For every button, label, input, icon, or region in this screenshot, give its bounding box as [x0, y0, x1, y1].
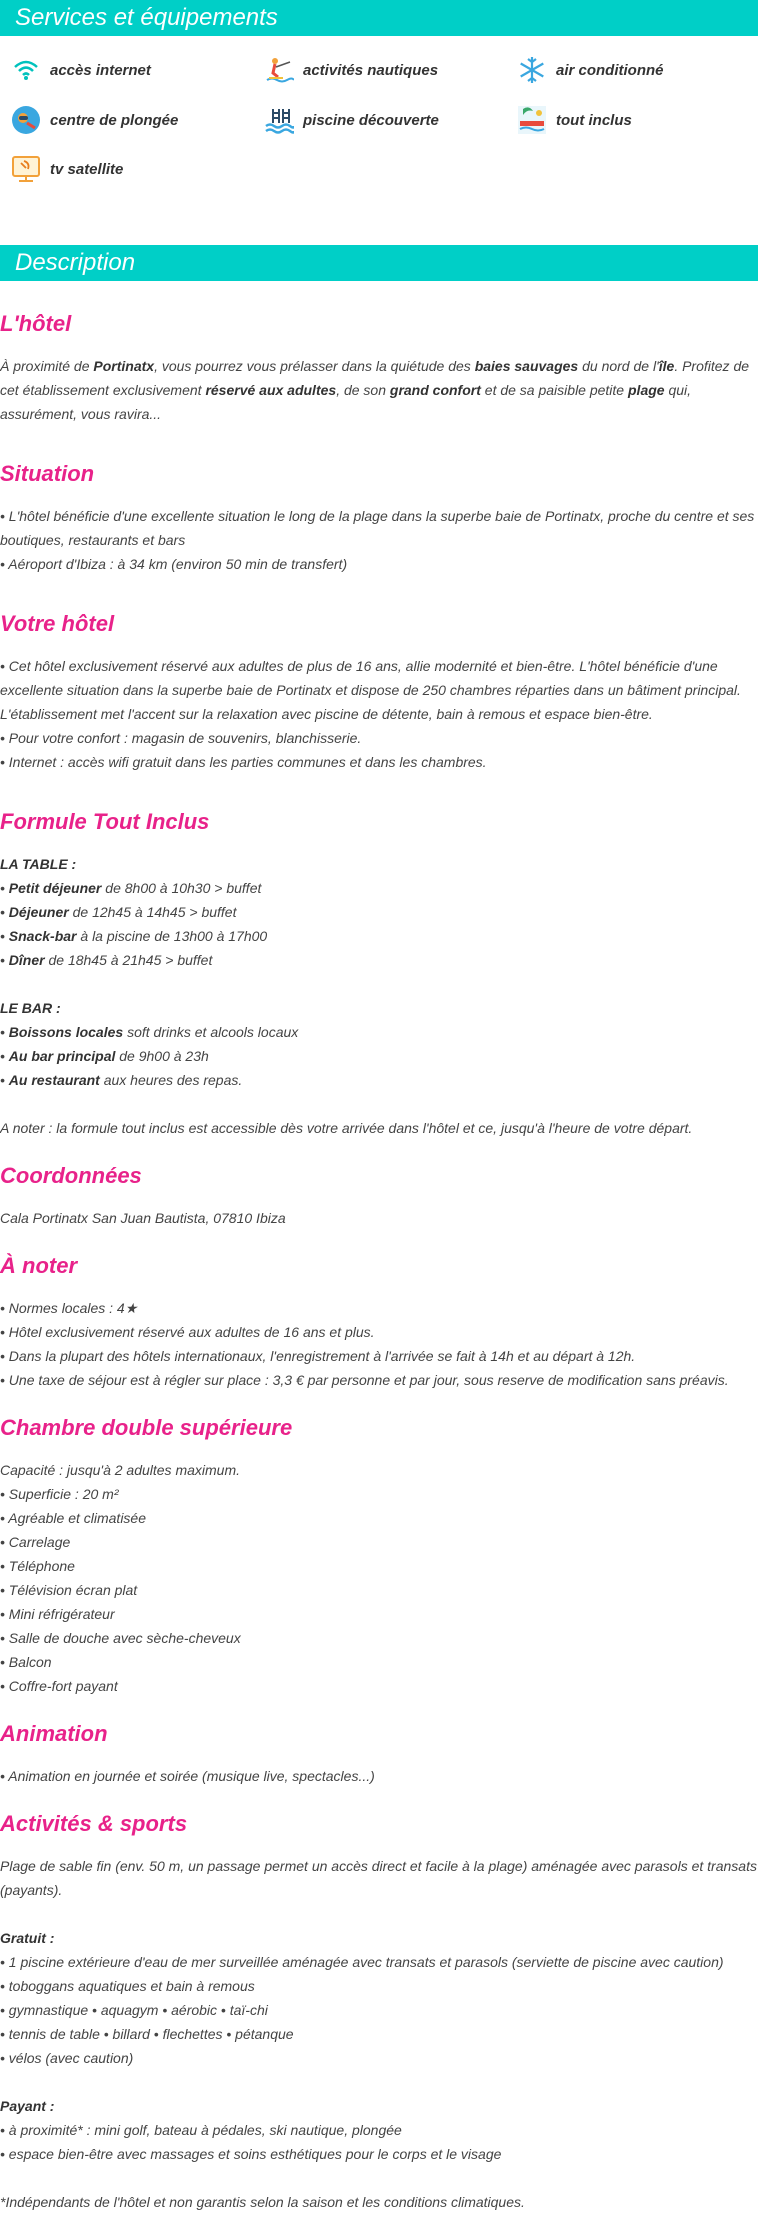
gratuit-line: • toboggans aquatiques et bain à remous	[0, 1978, 255, 1994]
note-line: • Dans la plupart des hôtels internationaux, l'enregistrement à l'arrivée se fait à 14h et au départ à 12h.	[0, 1348, 636, 1364]
section-heading-situation: Situation	[0, 461, 95, 486]
situation-line: • L'hôtel bénéficie d'une excellente situation le long de la plage dans la superbe baie de Portinatx, proche du centre et ses boutiques, restaurants et bars	[0, 508, 755, 548]
description-content	[0, 290, 758, 2214]
room-line: • Mini réfrigérateur	[0, 1606, 115, 1622]
service-diving	[0, 100, 240, 140]
formule-note: A noter : la formule tout inclus est accessible dès votre arrivée dans l'hôtel et ce, jusqu'à l'heure de votre départ.	[0, 1120, 693, 1136]
room-line: • Coffre-fort payant	[0, 1678, 118, 1694]
note-line: • Normes locales : 4★	[0, 1300, 138, 1316]
service-label: centre de plongée	[50, 111, 179, 129]
section-heading-hotel: L'hôtel	[0, 311, 72, 336]
gratuit-line: • gymnastique • aquagym • aérobic • taï-chi	[0, 2002, 268, 2018]
animation-line: • Animation en journée et soirée (musique live, spectacles...)	[0, 1768, 375, 1784]
address: Cala Portinatx San Juan Bautista, 07810 Ibiza	[0, 1210, 286, 1226]
service-internet	[0, 50, 240, 90]
votre-hotel-line: • Cet hôtel exclusivement réservé aux adultes de plus de 16 ans, allie modernité et bien-être. L'hôtel bénéficie d'une excellente situation dans la superbe baie de Portinatx et dispose de 250 chambres réparties dans un bâtiment principal. L'établissement met l'accent sur la relaxation avec piscine de détente, bain à remous et espace bien-être.	[0, 658, 741, 722]
section-heading-a-noter: À noter	[0, 1253, 77, 1278]
note-line: • Hôtel exclusivement réservé aux adultes de 16 ans et plus.	[0, 1324, 375, 1340]
table-line: • Petit déjeuner de 8h00 à 10h30 > buffet	[0, 880, 262, 896]
room-line: • Téléphone	[0, 1558, 75, 1574]
table-line: • Dîner de 18h45 à 21h45 > buffet	[0, 952, 213, 968]
pool-icon	[263, 104, 295, 136]
all-inclusive-icon	[516, 104, 548, 136]
gratuit-line: • tennis de table • billard • flechettes • pétanque	[0, 2026, 294, 2042]
gratuit-title: Gratuit :	[0, 1930, 55, 1946]
situation-line: • Aéroport d'Ibiza : à 34 km (environ 50 min de transfert)	[0, 556, 348, 572]
activites-intro: Plage de sable fin (env. 50 m, un passage permet un accès direct et facile à la plage) aménagée avec parasols et transats (payants).	[0, 1858, 757, 1898]
bar-title: LE BAR :	[0, 1000, 61, 1016]
payant-title: Payant :	[0, 2098, 55, 2114]
section-heading-activites: Activités & sports	[0, 1811, 188, 1836]
payant-line: • à proximité* : mini golf, bateau à pédales, ski nautique, plongée	[0, 2122, 402, 2138]
footnote: *Indépendants de l'hôtel et non garantis selon la saison et les conditions climatiques.	[0, 2194, 525, 2210]
service-label: piscine découverte	[303, 111, 439, 129]
water-ski-icon	[263, 54, 295, 86]
payant-line: • espace bien-être avec massages et soins esthétiques pour le corps et le visage	[0, 2146, 502, 2162]
room-line: • Superficie : 20 m²	[0, 1486, 119, 1502]
table-line: • Snack-bar à la piscine de 13h00 à 17h00	[0, 928, 268, 944]
service-label: tv satellite	[50, 160, 124, 178]
hotel-paragraph: À proximité de Portinatx, vous pourrez vous prélasser dans la quiétude des baies sauvages du nord de l'île. Profitez de cet établissement exclusivement réservé aux adultes, de son grand confort et de sa paisible petite plage qui, assurément, vous ravira...	[0, 358, 750, 422]
service-label: activités nautiques	[303, 61, 439, 79]
room-line: • Carrelage	[0, 1534, 71, 1550]
bar-line: • Au bar principal de 9h00 à 23h	[0, 1048, 209, 1064]
service-label: accès internet	[50, 61, 151, 79]
table-line: • Déjeuner de 12h45 à 14h45 > buffet	[0, 904, 237, 920]
service-aircon	[506, 50, 746, 90]
gratuit-line: • 1 piscine extérieure d'eau de mer surveillée aménagée avec transats et parasols (serviette de piscine avec caution)	[0, 1954, 724, 1970]
section-heading-votre-hotel: Votre hôtel	[0, 611, 115, 636]
service-label: tout inclus	[556, 111, 632, 129]
wifi-icon	[10, 54, 42, 86]
bar-line: • Au restaurant aux heures des repas.	[0, 1072, 243, 1088]
diving-icon	[10, 104, 42, 136]
service-label: air conditionné	[556, 61, 664, 79]
room-line: • Agréable et climatisée	[0, 1510, 147, 1526]
gratuit-line: • vélos (avec caution)	[0, 2050, 134, 2066]
votre-hotel-line: • Pour votre confort : magasin de souvenirs, blanchisserie.	[0, 730, 362, 746]
service-pool	[253, 100, 493, 140]
service-all-inclusive	[506, 100, 746, 140]
table-title: LA TABLE :	[0, 856, 77, 872]
section-heading-coordonnees: Coordonnées	[0, 1163, 142, 1188]
service-nautical	[253, 50, 493, 90]
service-tv	[0, 149, 240, 189]
room-line: Capacité : jusqu'à 2 adultes maximum.	[0, 1462, 241, 1478]
votre-hotel-line: • Internet : accès wifi gratuit dans les parties communes et dans les chambres.	[0, 754, 487, 770]
tv-icon	[10, 153, 42, 185]
snowflake-icon	[516, 54, 548, 86]
room-line: • Balcon	[0, 1654, 52, 1670]
description-title: Description	[15, 249, 136, 276]
section-heading-animation: Animation	[0, 1721, 108, 1746]
description-banner	[0, 245, 758, 281]
services-title: Services et équipements	[15, 4, 278, 31]
section-heading-formule: Formule Tout Inclus	[0, 809, 210, 834]
services-banner	[0, 0, 758, 36]
section-heading-chambre: Chambre double supérieure	[0, 1415, 293, 1440]
room-line: • Télévision écran plat	[0, 1582, 138, 1598]
note-line: • Une taxe de séjour est à régler sur place : 3,3 € par personne et par jour, sous reserve de modification sans préavis.	[0, 1372, 729, 1388]
bar-line: • Boissons locales soft drinks et alcools locaux	[0, 1024, 299, 1040]
room-line: • Salle de douche avec sèche-cheveux	[0, 1630, 241, 1646]
